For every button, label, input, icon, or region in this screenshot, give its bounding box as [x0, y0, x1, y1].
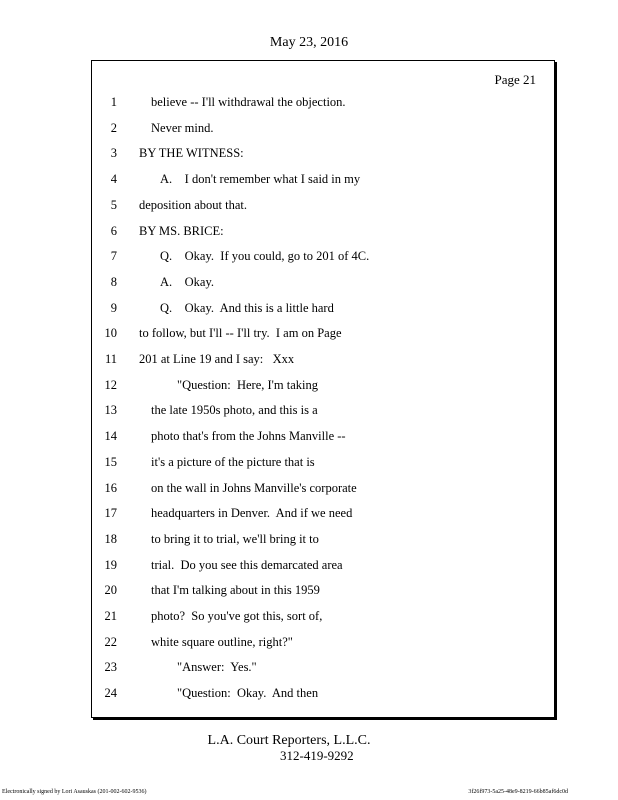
line-text: on the wall in Johns Manville's corporate	[151, 480, 357, 495]
line-number: 5	[110, 197, 117, 212]
line-text: Q. Okay. And this is a little hard	[160, 300, 334, 315]
line-text: photo? So you've got this, sort of,	[151, 609, 323, 623]
line-text: Never mind.	[151, 120, 214, 135]
line-number: 24	[104, 686, 117, 701]
line-text: the late 1950s photo, and this is a	[151, 403, 318, 418]
line-number: 13	[104, 403, 117, 418]
line-number: 19	[104, 557, 117, 572]
line-text: to follow, but I'll -- I'll try. I am on Page	[139, 326, 342, 341]
line-number: 22	[104, 634, 117, 649]
line-text: that I'm talking about in this 1959	[151, 583, 320, 598]
line-number: 6	[110, 223, 117, 238]
line-number: 2	[110, 120, 117, 135]
line-number: 9	[110, 300, 117, 315]
line-number: 23	[104, 660, 117, 675]
line-text: headquarters in Denver. And if we need	[151, 506, 353, 521]
footer-company: L.A. Court Reporters, L.L.C.	[207, 733, 371, 748]
line-text: "Question: Here, I'm taking	[177, 377, 319, 392]
line-text: BY MS. BRICE:	[139, 223, 224, 238]
line-number: 1	[110, 95, 117, 109]
line-number: 18	[104, 531, 117, 546]
line-text: to bring it to trial, we'll bring it to	[151, 531, 319, 546]
line-number: 4	[110, 172, 117, 187]
line-text: 201 at Line 19 and I say: Xxx	[139, 352, 295, 366]
line-text: "Question: Okay. And then	[177, 686, 319, 701]
line-number: 11	[104, 352, 117, 366]
line-number: 15	[104, 454, 117, 469]
line-number: 3	[110, 146, 117, 161]
line-text: "Answer: Yes."	[177, 660, 257, 675]
line-number: 16	[104, 480, 117, 495]
line-text: Q. Okay. If you could, go to 201 of 4C.	[160, 249, 370, 264]
line-text: BY THE WITNESS:	[139, 146, 244, 161]
footer-phone: 312-419-9292	[280, 748, 354, 763]
line-number: 14	[104, 429, 117, 444]
line-text: white square outline, right?"	[151, 634, 293, 649]
line-number: 17	[104, 506, 117, 521]
line-text: photo that's from the Johns Manville --	[151, 429, 346, 444]
electronic-signature: Electronically signed by Lori Asauskas (201-002-602-9536)	[2, 789, 147, 795]
line-text: trial. Do you see this demarcated area	[151, 557, 343, 572]
header-date: May 23, 2016	[269, 35, 349, 50]
line-number: 21	[104, 609, 117, 623]
line-text: believe -- I'll withdrawal the objection.	[151, 95, 346, 109]
line-text: A. Okay.	[160, 274, 215, 289]
line-number: 8	[110, 274, 117, 289]
line-number: 12	[104, 377, 117, 392]
page-number: Page 21	[494, 72, 536, 87]
line-text: deposition about that.	[139, 197, 247, 212]
line-text: it's a picture of the picture that is	[151, 454, 315, 469]
line-number: 10	[104, 326, 117, 341]
line-number: 20	[104, 583, 117, 598]
document-id: 3f26f973-5a25-48e9-8219-66b85af6dc0d	[468, 789, 568, 795]
line-number: 7	[110, 249, 117, 264]
line-text: A. I don't remember what I said in my	[160, 172, 361, 187]
